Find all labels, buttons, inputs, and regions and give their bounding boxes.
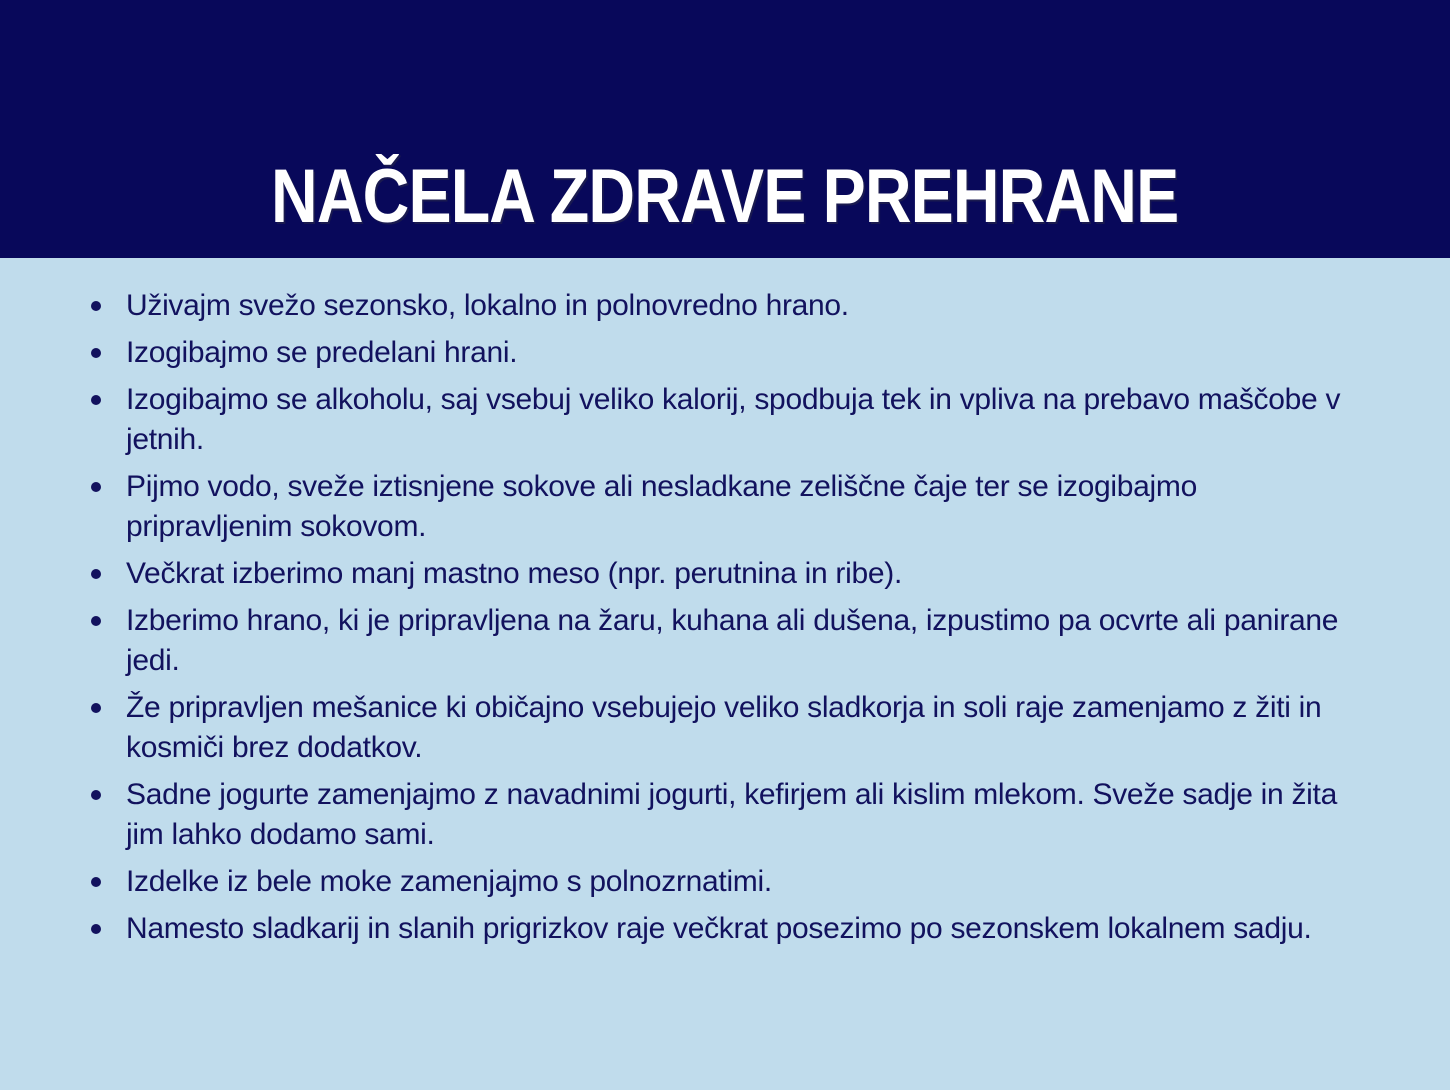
list-item: Sadne jogurte zamenjajmo z navadnimi jogurti, kefirjem ali kislim mlekom. Sveže sadje in žita jim lahko dodamo sami. xyxy=(88,775,1348,855)
list-item: Izberimo hrano, ki je pripravljena na žaru, kuhana ali dušena, izpustimo pa ocvrte ali panirane jedi. xyxy=(88,601,1348,681)
list-item: Uživajm svežo sezonsko, lokalno in polnovredno hrano. xyxy=(88,286,1348,326)
list-item: Večkrat izberimo manj mastno meso (npr. perutnina in ribe). xyxy=(88,554,1348,594)
list-item: Izogibajmo se alkoholu, saj vsebuj veliko kalorij, spodbuja tek in vpliva na prebavo maščobe v jetnih. xyxy=(88,380,1348,460)
list-item: Namesto sladkarij in slanih prigrizkov raje večkrat posezimo po sezonskem lokalnem sadju. xyxy=(88,909,1348,949)
slide-body xyxy=(0,258,1450,1090)
bullet-list xyxy=(88,286,1380,949)
list-item: Izdelke iz bele moke zamenjajmo s polnozrnatimi. xyxy=(88,862,1348,902)
slide-title: NAČELA ZDRAVE PREHRANE xyxy=(271,154,1179,239)
slide-header xyxy=(0,0,1450,258)
list-item: Že pripravljen mešanice ki običajno vsebujejo veliko sladkorja in soli raje zamenjamo z žiti in kosmiči brez dodatkov. xyxy=(88,688,1348,768)
list-item: Izogibajmo se predelani hrani. xyxy=(88,333,1348,373)
list-item: Pijmo vodo, sveže iztisnjene sokove ali nesladkane zeliščne čaje ter se izogibajmo pripravljenim sokovom. xyxy=(88,467,1348,547)
